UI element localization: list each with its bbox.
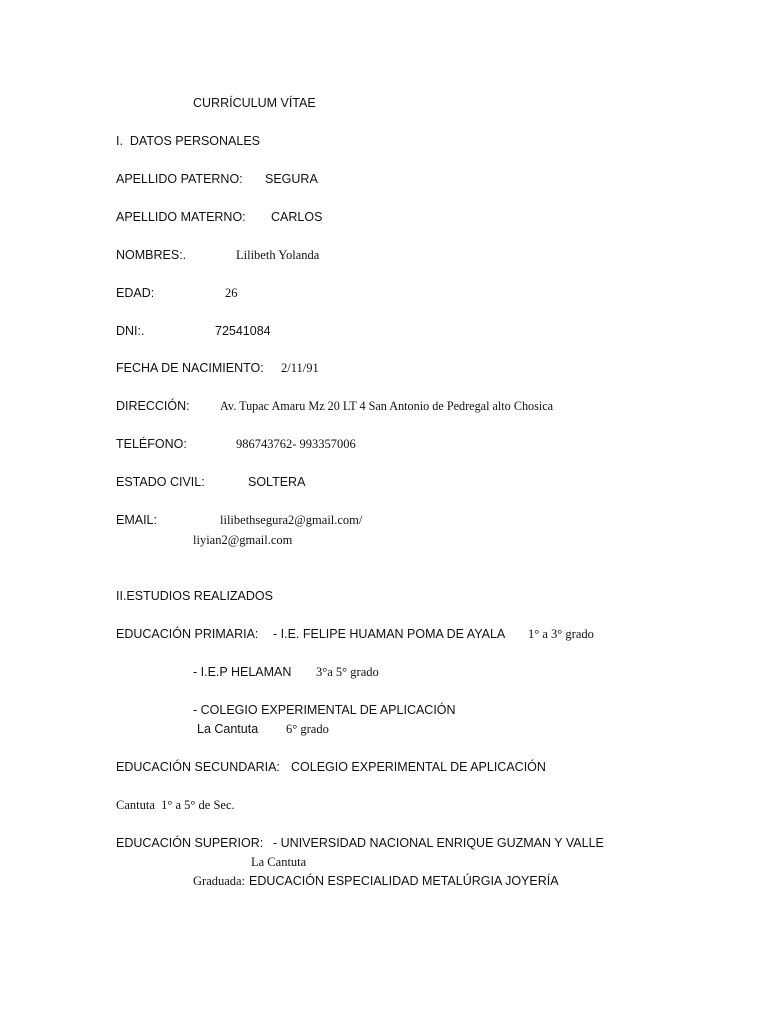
primaria-school-2: - I.E.P HELAMAN	[193, 665, 292, 679]
primaria-school-1: - I.E. FELIPE HUAMAN POMA DE AYALA	[273, 627, 506, 641]
direccion-value: Av. Tupac Amaru Mz 20 LT 4 San Antonio de Pedregal alto Chosica	[220, 399, 554, 413]
apellido-materno-label: APELLIDO MATERNO:	[116, 210, 246, 224]
primaria-school-3: - COLEGIO EXPERIMENTAL DE APLICACIÓN	[193, 703, 456, 717]
estado-civil-value: SOLTERA	[248, 475, 306, 489]
section-heading-datos-personales: I. DATOS PERSONALES	[116, 134, 261, 148]
primaria-grade-2: 3°a 5° grado	[316, 665, 379, 679]
superior-label: EDUCACIÓN SUPERIOR:	[116, 836, 264, 850]
apellido-materno-value: CARLOS	[271, 210, 323, 224]
secundaria-detail: Cantuta 1° a 5° de Sec.	[116, 798, 235, 812]
secundaria-school: COLEGIO EXPERIMENTAL DE APLICACIÓN	[291, 760, 546, 774]
superior-school: - UNIVERSIDAD NACIONAL ENRIQUE GUZMAN Y VALLE	[273, 836, 604, 850]
nombres-label: NOMBRES:.	[116, 248, 187, 262]
dni-value: 72541084	[215, 324, 271, 338]
graduada-label: Graduada:	[193, 874, 246, 888]
edad-value: 26	[225, 286, 238, 300]
superior-place: La Cantuta	[251, 855, 307, 869]
apellido-paterno-value: SEGURA	[265, 172, 318, 186]
primaria-place-3: La Cantuta	[197, 722, 259, 736]
graduada-value: EDUCACIÓN ESPECIALIDAD METALÚRGIA JOYERÍA	[249, 874, 559, 888]
nombres-value: Lilibeth Yolanda	[236, 248, 320, 262]
secundaria-label: EDUCACIÓN SECUNDARIA:	[116, 760, 280, 774]
fecha-nacimiento-label: FECHA DE NACIMIENTO:	[116, 361, 264, 375]
primaria-grade-1: 1° a 3° grado	[528, 627, 594, 641]
dni-label: DNI:.	[116, 324, 145, 338]
fecha-nacimiento-value: 2/11/91	[281, 361, 319, 375]
email-value-1: lilibethsegura2@gmail.com/	[220, 513, 363, 527]
email-label: EMAIL:	[116, 513, 157, 527]
estado-civil-label: ESTADO CIVIL:	[116, 475, 205, 489]
direccion-label: DIRECCIÓN:	[116, 399, 190, 413]
telefono-label: TELÉFONO:	[116, 437, 187, 451]
primaria-label: EDUCACIÓN PRIMARIA:	[116, 627, 259, 641]
primaria-grade-3: 6° grado	[286, 722, 329, 736]
telefono-value: 986743762- 993357006	[236, 437, 356, 451]
apellido-paterno-label: APELLIDO PATERNO:	[116, 172, 243, 186]
document-title: CURRÍCULUM VÍTAE	[193, 96, 316, 110]
section-heading-estudios: II.ESTUDIOS REALIZADOS	[116, 589, 273, 603]
edad-label: EDAD:	[116, 286, 155, 300]
email-value-2: liyian2@gmail.com	[193, 533, 293, 547]
